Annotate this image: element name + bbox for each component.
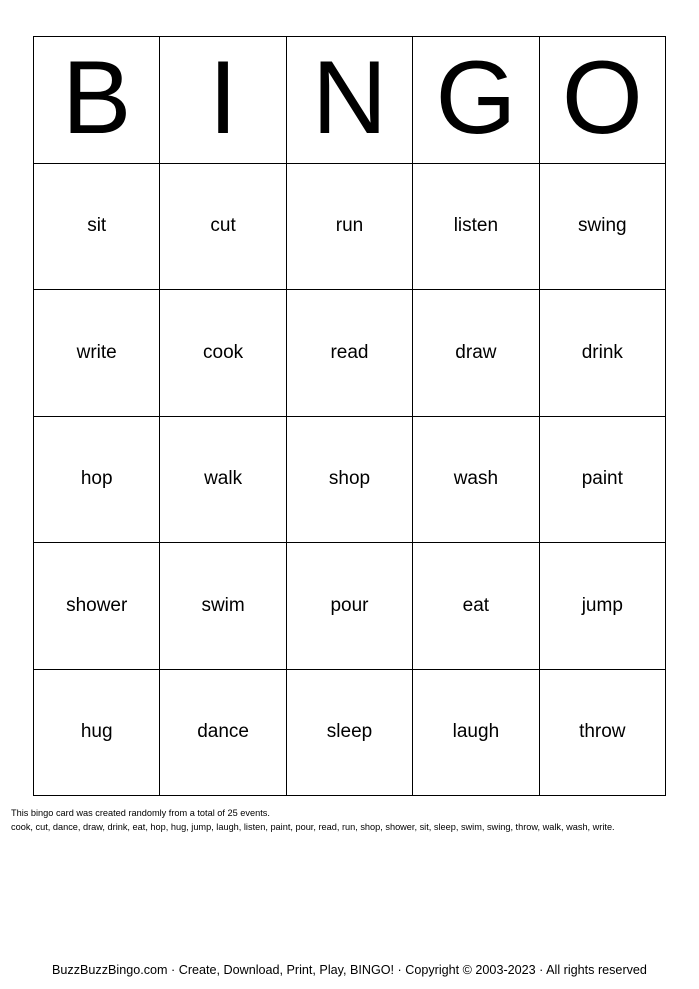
bingo-cell: sleep xyxy=(287,670,413,797)
bingo-cell: hug xyxy=(34,670,160,797)
bingo-cell: pour xyxy=(287,543,413,670)
bingo-cell: jump xyxy=(540,543,666,670)
header-letter-b: B xyxy=(34,37,160,164)
footer-copyright: BuzzBuzzBingo.com · Create, Download, Print, Play, BINGO! · Copyright © 2003-2023 · All rights reserved xyxy=(52,963,647,977)
bingo-cell: read xyxy=(287,290,413,417)
header-letter-g: G xyxy=(413,37,539,164)
bingo-cell: sit xyxy=(34,164,160,291)
bingo-cell: walk xyxy=(160,417,286,544)
bingo-cell: shower xyxy=(34,543,160,670)
bingo-cell: eat xyxy=(413,543,539,670)
header-letter-n: N xyxy=(287,37,413,164)
bingo-cell: laugh xyxy=(413,670,539,797)
bingo-cell: swing xyxy=(540,164,666,291)
note-line-total: This bingo card was created randomly from a total of 25 events. xyxy=(11,808,270,818)
bingo-cell: paint xyxy=(540,417,666,544)
bingo-cell: dance xyxy=(160,670,286,797)
bingo-cell: swim xyxy=(160,543,286,670)
bingo-cell: shop xyxy=(287,417,413,544)
bingo-cell: wash xyxy=(413,417,539,544)
bingo-cell: cut xyxy=(160,164,286,291)
bingo-cell: throw xyxy=(540,670,666,797)
note-line-events: cook, cut, dance, draw, drink, eat, hop, hug, jump, laugh, listen, paint, pour, read, run, shop, shower, sit, sleep, swim, swing, throw, walk, wash, write. xyxy=(11,822,615,832)
bingo-cell: run xyxy=(287,164,413,291)
bingo-cell: hop xyxy=(34,417,160,544)
header-letter-o: O xyxy=(540,37,666,164)
bingo-card xyxy=(33,36,666,796)
bingo-cell: cook xyxy=(160,290,286,417)
bingo-cell: write xyxy=(34,290,160,417)
bingo-cell: drink xyxy=(540,290,666,417)
bingo-cell: draw xyxy=(413,290,539,417)
card-note xyxy=(11,806,615,834)
header-letter-i: I xyxy=(160,37,286,164)
bingo-cell: listen xyxy=(413,164,539,291)
